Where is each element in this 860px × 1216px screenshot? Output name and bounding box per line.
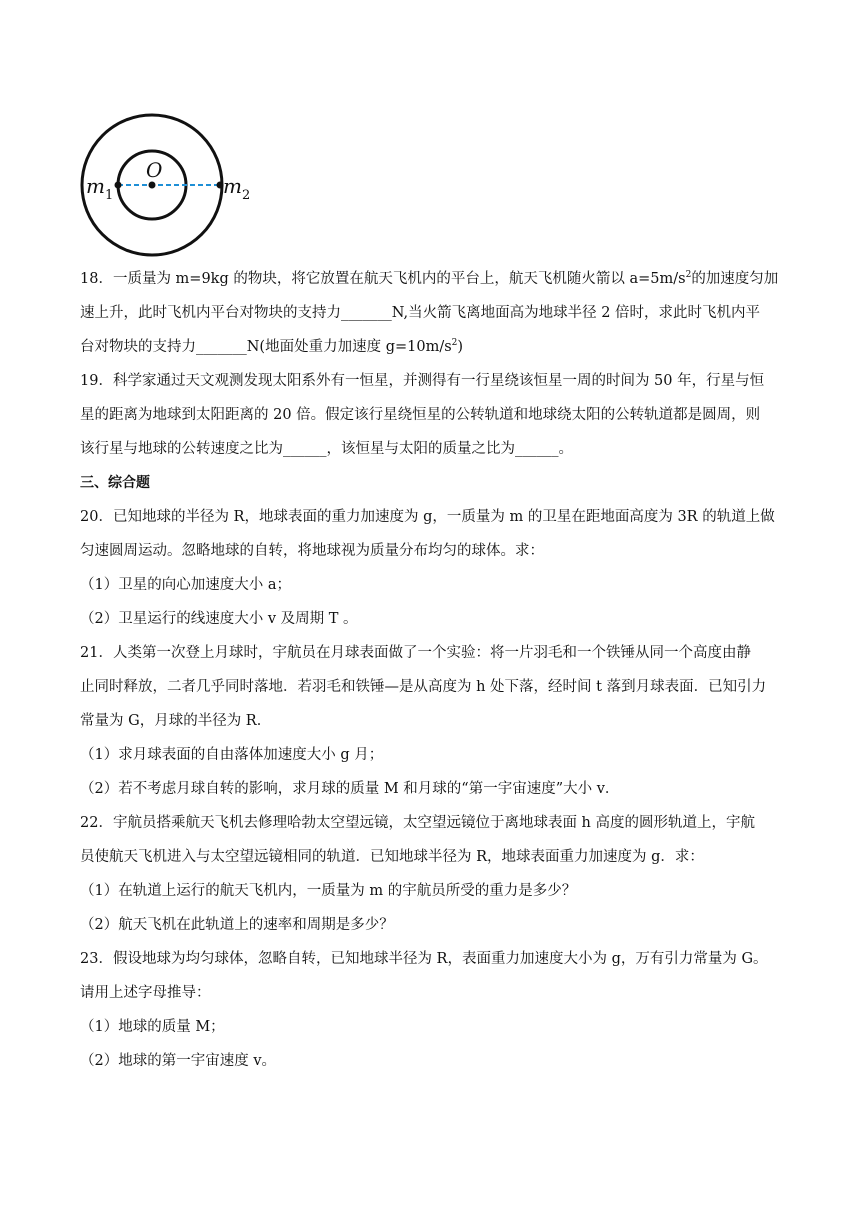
q22-sub-2: （2）航天飞机在此轨道上的速率和周期是多少？ <box>80 917 394 933</box>
q20-line-2: 匀速圆周运动。忽略地球的自转，将地球视为质量分布均匀的球体。求： <box>80 543 544 559</box>
q19-line-2: 星的距离为地球到太阳距离的 20 倍。假定该行星绕恒星的公转轨道和地球绕太阳的公转轨道都是圆周，则 <box>80 407 761 423</box>
mass-2-subscript: 2 <box>242 188 251 203</box>
q23-line-1: 23．假设地球为均匀球体，忽略自转，已知地球半径为 R，表面重力加速度大小为 g，万有引力常量为 G。 <box>80 951 768 967</box>
q21-line-3: 常量为 G，月球的半径为 R． <box>80 713 272 729</box>
q20-line-1: 20．已知地球的半径为 R，地球表面的重力加速度为 g，一质量为 m 的卫星在距地面高度为 3R 的轨道上做 <box>80 509 775 525</box>
q23-line-2: 请用上述字母推导： <box>80 985 211 1001</box>
q18-line-3: 台对物块的支持力_______N(地面处重力加速度 $g=10m/s^2$) <box>80 338 464 355</box>
q18-line-2: 速上升，此时飞机内平台对物块的支持力_______N,当火箭飞离地面高为地球半径 2 倍时，求此时飞机内平 <box>80 305 761 321</box>
center-label: O <box>146 158 163 182</box>
q21-line-1: 21．人类第一次登上月球时，宇航员在月球表面做了一个实验：将一片羽毛和一个铁锤从同一个高度由静 <box>80 645 751 661</box>
mass-1-subscript: 1 <box>105 188 114 203</box>
question-content <box>80 262 782 1078</box>
q21-sub-1: （1）求月球表面的自由落体加速度大小 g 月； <box>80 747 384 763</box>
q19-line-1: 19．科学家通过天文观测发现太阳系外有一恒星，并测得有一行星绕该恒星一周的时间为 50 年，行星与恒 <box>80 373 765 389</box>
q23-sub-2: （2）地球的第一宇宙速度 v。 <box>80 1053 277 1069</box>
section-heading: 三、综合题 <box>80 475 150 491</box>
q21-line-2: 止同时释放，二者几乎同时落地．若羽毛和铁锤—是从高度为 h 处下落，经时间 t 落到月球表面．已知引力 <box>80 679 767 695</box>
orbit-figure <box>80 93 251 259</box>
mass-1-dot <box>115 182 122 189</box>
q22-line-1: 22．宇航员搭乘航天飞机去修理哈勃太空望远镜，太空望远镜位于离地球表面 h 高度的圆形轨道上，宇航 <box>80 815 756 831</box>
q19-line-3: 该行星与地球的公转速度之比为______，该恒星与太阳的质量之比为______。 <box>80 441 573 457</box>
q22-line-2: 员使航天飞机进入与太空望远镜相同的轨道．已知地球半径为 R，地球表面重力加速度为 g．求： <box>80 849 704 865</box>
q18-line-1: 18．一质量为 m=9kg 的物块，将它放置在航天飞机内的平台上，航天飞机随火箭以 $a=5m/s^2$的加速度匀加 <box>80 270 779 287</box>
q21-sub-2: （2）若不考虑月球自转的影响，求月球的质量 M 和月球的“第一宇宙速度”大小 v． <box>80 781 620 797</box>
q20-sub-1: （1）卫星的向心加速度大小 a； <box>80 577 291 593</box>
orbit-diagram <box>80 93 251 259</box>
q20-sub-2: （2）卫星运行的线速度大小 v 及周期 T 。 <box>80 611 358 627</box>
q22-sub-1: （1）在轨道上运行的航天飞机内，一质量为 m 的宇航员所受的重力是多少？ <box>80 883 577 899</box>
center-dot <box>149 182 156 189</box>
mass-2-label: m <box>223 174 242 198</box>
q23-sub-1: （1）地球的质量 M； <box>80 1019 225 1035</box>
mass-1-label: m <box>86 174 105 198</box>
